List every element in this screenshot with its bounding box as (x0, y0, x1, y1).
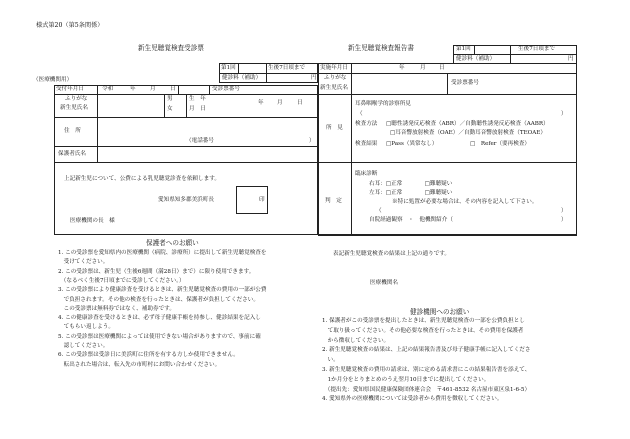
form-number: 様式第20（第5条関係） (36, 22, 104, 29)
notice-line: 1. この受診票を愛知県内の医療機関（病院、診療所）に提出して新生児聴覚検査を (58, 250, 267, 256)
mayor-name: 愛知県知多郡美浜町長 (158, 197, 214, 203)
notice-line: 転出された場合は、転入先の市町村にお問い合わせください。 (58, 361, 221, 368)
left-fee-yen: 円 (311, 75, 317, 81)
result-refer: □ Refer（要再検査） (470, 141, 531, 147)
right-patient-number-label: 受診票番号 (451, 80, 479, 86)
notice-line: 4. この健康診査を受けるときは、必ず母子健康手帳を持参し、健診結果を記入し (58, 315, 261, 322)
institution-notice-title: 健診機関へのお願い (410, 308, 470, 316)
report-statement: 表記新生児聴覚検査の結果は上記の通りです。 (333, 251, 451, 257)
seal-label: 印 (259, 197, 265, 203)
right-ear-result: 右耳：□正常 □難聴疑い (369, 181, 453, 187)
newborn-name-label: 新生児氏名 (60, 105, 88, 111)
right-fee-label: 健診料（補助） (456, 56, 496, 62)
birth-label: 生 年 (189, 96, 206, 102)
judgment-paren-open: （ (376, 208, 382, 214)
accept-day: 日 (170, 86, 176, 92)
result-pass: □Pass（異常なし） (386, 141, 438, 147)
female-label: 女 (167, 106, 173, 112)
phone-label: （電話番号 (186, 138, 214, 144)
result-label: 検査結果 (355, 141, 378, 147)
guardian-notice-title: 保護者へのお願い (146, 239, 199, 247)
notice-line: 3. 新生児聴覚検査の費用の請求は、別に定める請求書にこの結果報告書を添えて、 (322, 367, 531, 373)
notice-line: 1か月分をとりまとめのうえ翌月10日までに提出してください。 (322, 376, 490, 383)
findings-paren-open: （ (357, 111, 363, 117)
notice-line: 2. この受診票は、新生児（生後6週間（満28日）まで）に限り使用できます。 (58, 268, 255, 275)
left-fee-label: 健診料（補助） (222, 75, 262, 81)
notice-line: 3. この受診票により健康診査を受けるときは、新生児聴覚検査の費用の一部が公費 (58, 287, 267, 294)
accept-year: 年 (130, 86, 136, 92)
right-fee-limit: 生後7日頃まで (518, 46, 556, 52)
accept-date-label: 受付年月日 (56, 86, 84, 92)
notice-line: 認してください。 (58, 343, 109, 349)
exam-day: 日 (439, 65, 445, 71)
judgment-note: ※特に処置が必要な場合は、その内容を記入して下さい。 (392, 199, 538, 205)
address-label: 住 所 (64, 128, 81, 134)
birth-month: 月 (277, 100, 283, 106)
followup-close: ） (561, 217, 567, 223)
method-abr: □聴性誘発反応検査（ABR）／自動聴性誘発反応検査（AABR） (386, 121, 549, 127)
patient-number-label: 受診票番号 (212, 86, 240, 92)
judgment-paren-close: ） (561, 208, 567, 214)
exam-month: 月 (420, 65, 426, 71)
notice-line: 5. この受診票は医療機関によっては使用できない場合がありますので、事前に確 (58, 333, 261, 340)
guardian-label: 保護者氏名 (58, 151, 86, 157)
institution-label: （医療機関用） (33, 77, 73, 83)
request-text: 上記新生児について、公費による乳児聴覚診査を依頼します。 (64, 176, 220, 182)
right-furigana-label: ふりがな (324, 75, 347, 81)
phone-close: ） (309, 138, 315, 144)
right-newborn-name-label: 新生児氏名 (320, 85, 348, 91)
notice-line: て取り扱ってください。その他必要な検査を行ったときは、その費用を保護者 (322, 327, 524, 334)
notice-line: 受けてください。 (58, 259, 109, 266)
notice-line: 2. 新生児聴覚検査の結果は、上記の結果報告書及び母子健康手帳に記入してくださ (322, 347, 531, 354)
notice-line: い。 (322, 357, 339, 364)
notice-line: 6. この受診票は受診日に美浜町に住所を有する方しか使用できません。 (58, 352, 239, 359)
accept-era: 令和 (102, 86, 114, 92)
left-ear-result: 左耳：□正常 □難聴疑い (369, 190, 453, 196)
notice-line: この受診票は無料券ではなく、補助券です。 (58, 305, 175, 312)
notice-line: で負担されます。その他の検査を行ったときは、保護者が負担してください。 (58, 296, 259, 303)
findings-label: 所 見 (326, 125, 343, 131)
method-oae: □耳音響放射検査（OAE）／自動耳音響放射検査（TEOAE） (390, 130, 546, 136)
notice-line: てもらい返しよう。 (58, 324, 114, 331)
exam-year: 年 (399, 65, 405, 71)
male-label: 男 (167, 96, 173, 102)
institution-name-label: 医療機関名 (370, 280, 398, 286)
furigana-label: ふりがな (65, 96, 88, 102)
left-title: 新生児聴覚検査受診票 (138, 44, 204, 52)
right-fee-yen: 円 (568, 56, 574, 62)
right-title: 新生児聴覚検査報告書 (348, 44, 414, 52)
followup-options: 自院経過観察 ・ 他機関紹介（ (369, 217, 453, 223)
method-label: 検査方法 (355, 121, 378, 127)
institution-head: 医療機関の長 様 (70, 218, 115, 224)
accept-month: 月 (150, 86, 156, 92)
notice-line: から徴収してください。 (322, 337, 390, 344)
left-fee-limit: 生後7日頃まで (268, 65, 306, 71)
notice-line: （提出先：愛知県国民健康保険団体連合会 〒461-8532 名古屋市東区泉1-6-5） (322, 386, 531, 393)
notice-line: （なるべく生後7日頃までに受診してください。） (58, 277, 185, 284)
notice-line: 4. 愛知県外の医療機関については受診者から費用を徴収してください。 (322, 396, 503, 403)
findings-paren-close: ） (561, 111, 567, 117)
birth-month-label: 月 日 (189, 106, 206, 112)
birth-day: 日 (297, 100, 303, 106)
clinical-diagnosis-head: 臨床診断 (355, 171, 378, 177)
exam-date-label: 実施年月日 (320, 65, 348, 71)
right-fee-no: 第1回 (456, 46, 471, 52)
notice-line: 1. 保護者がこの受診票を提出したときは、新生児聴覚検査の一部を公費負担とし (322, 318, 525, 324)
left-fee-no: 第1回 (221, 65, 236, 71)
judgment-label: 判 定 (325, 198, 342, 204)
findings-head: 耳鼻咽喉学的診察所見 (355, 101, 411, 107)
birth-year: 年 (258, 100, 264, 106)
